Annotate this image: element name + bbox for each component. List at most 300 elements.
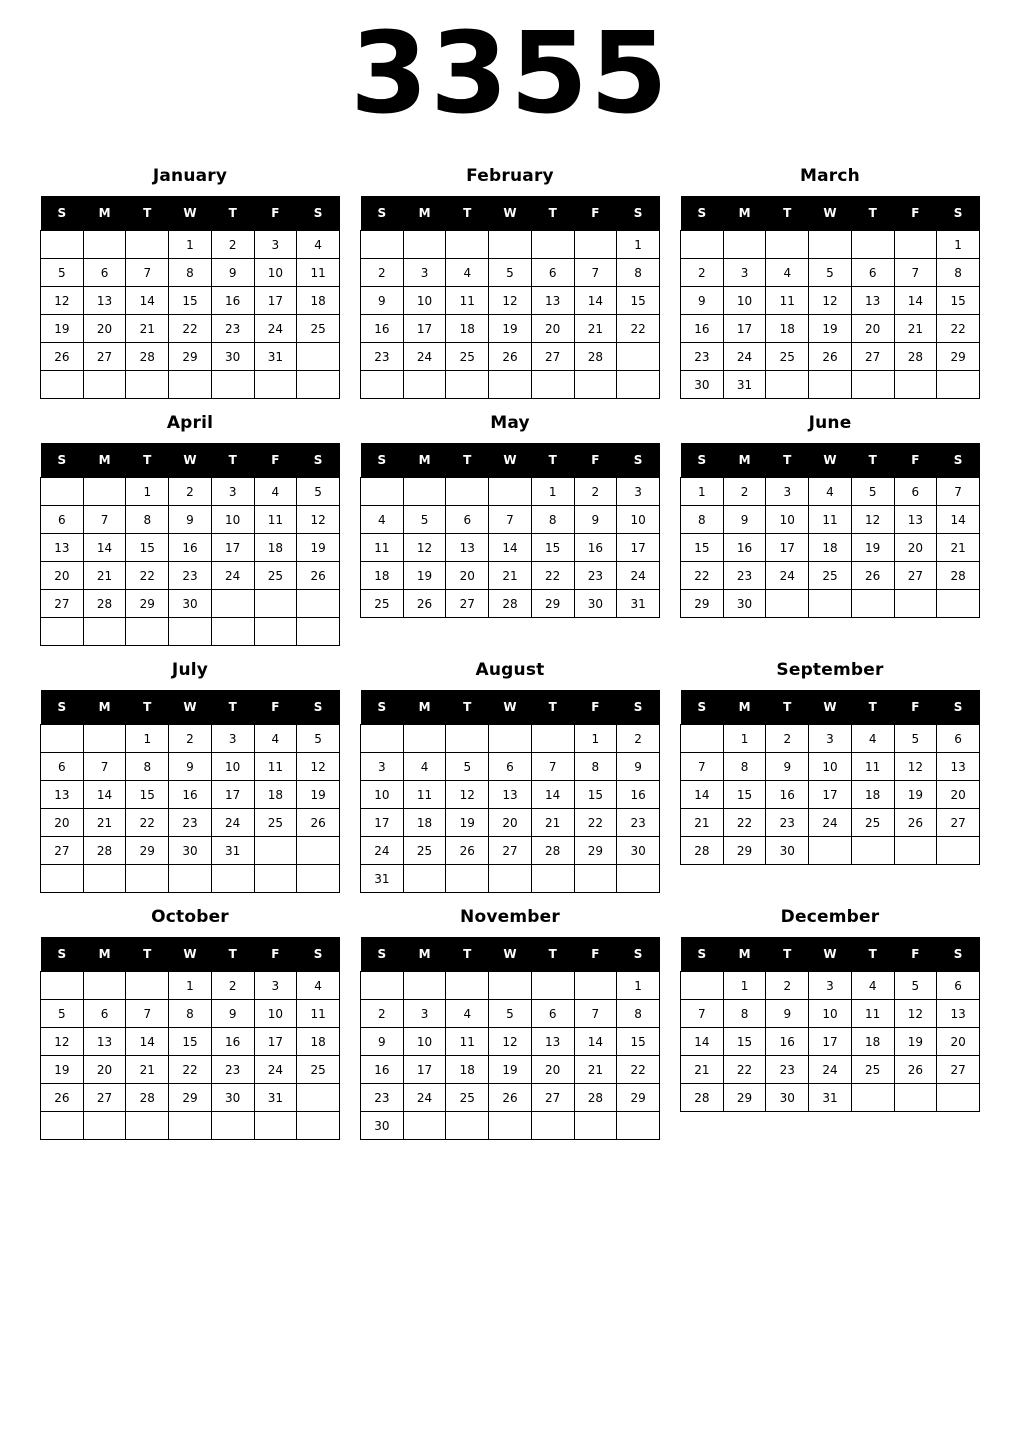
- day-cell: 22: [169, 1056, 212, 1084]
- empty-day-cell: [83, 618, 126, 646]
- day-cell: 16: [574, 534, 617, 562]
- day-cell: 19: [894, 1028, 937, 1056]
- empty-day-cell: [361, 371, 404, 399]
- day-cell: 24: [254, 315, 297, 343]
- day-cell: 22: [937, 315, 980, 343]
- day-cell: 14: [531, 781, 574, 809]
- day-cell: 22: [723, 1056, 766, 1084]
- day-cell: 8: [169, 1000, 212, 1028]
- month-name: February: [466, 166, 554, 186]
- day-cell: 3: [809, 972, 852, 1000]
- empty-day-cell: [446, 1112, 489, 1140]
- day-cell: 27: [851, 343, 894, 371]
- empty-day-cell: [41, 371, 84, 399]
- empty-day-cell: [211, 865, 254, 893]
- week-row: [361, 315, 660, 343]
- empty-day-cell: [894, 1084, 937, 1112]
- day-cell: 24: [403, 343, 446, 371]
- day-cell: 30: [617, 837, 660, 865]
- weekday-header-cell: M: [403, 937, 446, 972]
- weekday-header-row: [41, 443, 340, 478]
- day-cell: 9: [211, 1000, 254, 1028]
- day-cell: 4: [254, 725, 297, 753]
- day-cell: 11: [766, 287, 809, 315]
- day-cell: 6: [83, 1000, 126, 1028]
- month-name: November: [460, 907, 560, 927]
- empty-day-cell: [361, 725, 404, 753]
- empty-day-cell: [766, 231, 809, 259]
- day-cell: 11: [446, 1028, 489, 1056]
- day-cell: 27: [937, 1056, 980, 1084]
- weekday-header-cell: S: [297, 690, 340, 725]
- empty-day-cell: [403, 865, 446, 893]
- day-cell: 1: [937, 231, 980, 259]
- day-cell: 2: [361, 1000, 404, 1028]
- day-cell: 23: [766, 1056, 809, 1084]
- weekday-header-cell: T: [766, 443, 809, 478]
- day-cell: 18: [851, 1028, 894, 1056]
- empty-day-cell: [126, 618, 169, 646]
- week-row: [681, 781, 980, 809]
- day-cell: 18: [766, 315, 809, 343]
- day-cell: 7: [681, 753, 724, 781]
- week-row: [361, 506, 660, 534]
- weekday-header-cell: S: [361, 196, 404, 231]
- week-row: [41, 1112, 340, 1140]
- day-cell: 5: [851, 478, 894, 506]
- day-cell: 14: [574, 1028, 617, 1056]
- weekday-header-cell: S: [361, 937, 404, 972]
- week-row: [361, 837, 660, 865]
- empty-day-cell: [83, 1112, 126, 1140]
- day-cell: 12: [489, 1028, 532, 1056]
- day-cell: 18: [254, 534, 297, 562]
- day-cell: 9: [169, 506, 212, 534]
- day-cell: 14: [126, 287, 169, 315]
- empty-day-cell: [361, 972, 404, 1000]
- day-cell: 23: [361, 1084, 404, 1112]
- empty-day-cell: [531, 1112, 574, 1140]
- weekday-header-cell: T: [126, 690, 169, 725]
- empty-day-cell: [937, 837, 980, 865]
- day-cell: 6: [937, 972, 980, 1000]
- day-cell: 14: [83, 534, 126, 562]
- weekday-header-cell: T: [851, 196, 894, 231]
- weekday-header-cell: T: [446, 690, 489, 725]
- day-cell: 3: [254, 972, 297, 1000]
- weekday-header-cell: F: [254, 937, 297, 972]
- day-cell: 27: [531, 343, 574, 371]
- week-row: [681, 972, 980, 1000]
- day-cell: 4: [297, 231, 340, 259]
- day-cell: 1: [531, 478, 574, 506]
- day-cell: 7: [83, 506, 126, 534]
- day-cell: 15: [617, 1028, 660, 1056]
- weekday-header-row: [361, 690, 660, 725]
- weekday-header-cell: S: [41, 690, 84, 725]
- weekday-header-cell: S: [361, 690, 404, 725]
- empty-day-cell: [169, 618, 212, 646]
- day-cell: 26: [41, 343, 84, 371]
- day-cell: 4: [297, 972, 340, 1000]
- day-cell: 2: [766, 972, 809, 1000]
- week-row: [361, 1000, 660, 1028]
- day-cell: 24: [403, 1084, 446, 1112]
- day-cell: 20: [937, 781, 980, 809]
- day-cell: 25: [446, 1084, 489, 1112]
- month-table: [40, 443, 340, 646]
- empty-day-cell: [361, 231, 404, 259]
- week-row: [361, 1084, 660, 1112]
- day-cell: 13: [41, 534, 84, 562]
- day-cell: 17: [211, 534, 254, 562]
- month-block: [680, 901, 980, 1140]
- day-cell: 25: [297, 1056, 340, 1084]
- day-cell: 7: [531, 753, 574, 781]
- weekday-header-cell: W: [809, 937, 852, 972]
- day-cell: 27: [83, 343, 126, 371]
- week-row: [361, 231, 660, 259]
- day-cell: 7: [937, 478, 980, 506]
- day-cell: 17: [254, 287, 297, 315]
- weekday-header-cell: S: [681, 937, 724, 972]
- day-cell: 8: [617, 259, 660, 287]
- day-cell: 24: [723, 343, 766, 371]
- day-cell: 21: [681, 809, 724, 837]
- day-cell: 19: [403, 562, 446, 590]
- empty-day-cell: [83, 231, 126, 259]
- weekday-header-cell: F: [254, 196, 297, 231]
- weekday-header-cell: T: [766, 196, 809, 231]
- week-row: [681, 1084, 980, 1112]
- week-row: [41, 315, 340, 343]
- day-cell: 28: [574, 1084, 617, 1112]
- empty-day-cell: [169, 1112, 212, 1140]
- day-cell: 28: [126, 1084, 169, 1112]
- day-cell: 1: [126, 478, 169, 506]
- day-cell: 5: [297, 478, 340, 506]
- empty-day-cell: [297, 590, 340, 618]
- day-cell: 11: [254, 753, 297, 781]
- day-cell: 1: [617, 972, 660, 1000]
- day-cell: 20: [489, 809, 532, 837]
- month-block: [680, 654, 980, 893]
- day-cell: 1: [169, 972, 212, 1000]
- day-cell: 25: [403, 837, 446, 865]
- day-cell: 7: [681, 1000, 724, 1028]
- weekday-header-cell: W: [489, 690, 532, 725]
- weekday-header-cell: T: [531, 690, 574, 725]
- day-cell: 23: [211, 315, 254, 343]
- weekday-header-cell: S: [41, 937, 84, 972]
- day-cell: 4: [254, 478, 297, 506]
- day-cell: 11: [446, 287, 489, 315]
- day-cell: 25: [851, 1056, 894, 1084]
- empty-day-cell: [297, 618, 340, 646]
- weekday-header-cell: W: [489, 196, 532, 231]
- day-cell: 28: [574, 343, 617, 371]
- day-cell: 6: [446, 506, 489, 534]
- month-name: August: [475, 660, 545, 680]
- day-cell: 20: [41, 809, 84, 837]
- weekday-header-row: [681, 443, 980, 478]
- day-cell: 28: [681, 837, 724, 865]
- empty-day-cell: [41, 618, 84, 646]
- page-title: 3355: [350, 9, 670, 139]
- day-cell: 9: [681, 287, 724, 315]
- empty-day-cell: [297, 1112, 340, 1140]
- weekday-header-cell: S: [617, 690, 660, 725]
- day-cell: 28: [681, 1084, 724, 1112]
- day-cell: 7: [574, 259, 617, 287]
- empty-day-cell: [254, 371, 297, 399]
- day-cell: 9: [766, 1000, 809, 1028]
- day-cell: 21: [126, 1056, 169, 1084]
- month-table: [680, 196, 980, 399]
- empty-day-cell: [41, 865, 84, 893]
- day-cell: 14: [574, 287, 617, 315]
- empty-day-cell: [169, 371, 212, 399]
- day-cell: 19: [446, 809, 489, 837]
- empty-day-cell: [766, 590, 809, 618]
- day-cell: 26: [851, 562, 894, 590]
- day-cell: 12: [489, 287, 532, 315]
- day-cell: 7: [574, 1000, 617, 1028]
- day-cell: 5: [41, 259, 84, 287]
- empty-day-cell: [617, 343, 660, 371]
- day-cell: 15: [169, 287, 212, 315]
- empty-day-cell: [531, 865, 574, 893]
- day-cell: 3: [403, 1000, 446, 1028]
- day-cell: 30: [574, 590, 617, 618]
- day-cell: 8: [574, 753, 617, 781]
- day-cell: 11: [809, 506, 852, 534]
- day-cell: 25: [297, 315, 340, 343]
- day-cell: 19: [297, 781, 340, 809]
- weekday-header-cell: S: [937, 196, 980, 231]
- day-cell: 25: [851, 809, 894, 837]
- day-cell: 16: [361, 315, 404, 343]
- day-cell: 21: [126, 315, 169, 343]
- day-cell: 19: [851, 534, 894, 562]
- empty-day-cell: [41, 725, 84, 753]
- day-cell: 11: [361, 534, 404, 562]
- day-cell: 25: [254, 562, 297, 590]
- day-cell: 5: [894, 972, 937, 1000]
- week-row: [361, 562, 660, 590]
- day-cell: 27: [937, 809, 980, 837]
- week-row: [681, 315, 980, 343]
- weekday-header-cell: T: [211, 690, 254, 725]
- week-row: [681, 534, 980, 562]
- month-block: [680, 407, 980, 646]
- day-cell: 29: [937, 343, 980, 371]
- day-cell: 5: [489, 259, 532, 287]
- day-cell: 24: [809, 809, 852, 837]
- day-cell: 3: [211, 478, 254, 506]
- month-table: [680, 937, 980, 1112]
- month-block: [40, 901, 340, 1140]
- empty-day-cell: [254, 590, 297, 618]
- weekday-header-row: [41, 690, 340, 725]
- day-cell: 17: [403, 1056, 446, 1084]
- weekday-header-cell: S: [937, 443, 980, 478]
- weekday-header-cell: M: [403, 690, 446, 725]
- day-cell: 22: [617, 315, 660, 343]
- weekday-header-cell: W: [809, 443, 852, 478]
- empty-day-cell: [489, 725, 532, 753]
- day-cell: 12: [297, 753, 340, 781]
- month-name: May: [490, 413, 530, 433]
- day-cell: 22: [681, 562, 724, 590]
- day-cell: 19: [297, 534, 340, 562]
- week-row: [681, 1028, 980, 1056]
- empty-day-cell: [617, 371, 660, 399]
- day-cell: 28: [489, 590, 532, 618]
- day-cell: 31: [254, 1084, 297, 1112]
- day-cell: 28: [894, 343, 937, 371]
- month-block: [360, 407, 660, 646]
- month-table: [360, 690, 660, 893]
- month-block: [680, 160, 980, 399]
- day-cell: 15: [126, 781, 169, 809]
- day-cell: 14: [894, 287, 937, 315]
- month-name: April: [166, 413, 214, 433]
- day-cell: 8: [681, 506, 724, 534]
- month-table: [40, 196, 340, 399]
- day-cell: 3: [617, 478, 660, 506]
- day-cell: 26: [894, 809, 937, 837]
- empty-day-cell: [297, 837, 340, 865]
- empty-day-cell: [809, 590, 852, 618]
- day-cell: 14: [681, 781, 724, 809]
- day-cell: 23: [169, 562, 212, 590]
- weekday-header-cell: S: [361, 443, 404, 478]
- weekday-header-cell: T: [126, 443, 169, 478]
- day-cell: 29: [574, 837, 617, 865]
- day-cell: 9: [211, 259, 254, 287]
- empty-day-cell: [403, 231, 446, 259]
- day-cell: 19: [894, 781, 937, 809]
- weekday-header-cell: M: [403, 443, 446, 478]
- day-cell: 12: [41, 287, 84, 315]
- empty-day-cell: [531, 972, 574, 1000]
- day-cell: 10: [361, 781, 404, 809]
- day-cell: 26: [297, 562, 340, 590]
- day-cell: 20: [531, 315, 574, 343]
- weekday-header-row: [361, 196, 660, 231]
- day-cell: 13: [851, 287, 894, 315]
- day-cell: 3: [254, 231, 297, 259]
- day-cell: 23: [361, 343, 404, 371]
- week-row: [361, 865, 660, 893]
- day-cell: 2: [617, 725, 660, 753]
- empty-day-cell: [41, 1112, 84, 1140]
- day-cell: 17: [403, 315, 446, 343]
- day-cell: 13: [531, 1028, 574, 1056]
- day-cell: 24: [809, 1056, 852, 1084]
- empty-day-cell: [211, 590, 254, 618]
- weekday-header-cell: F: [254, 443, 297, 478]
- empty-day-cell: [574, 972, 617, 1000]
- day-cell: 16: [361, 1056, 404, 1084]
- weekday-header-cell: F: [254, 690, 297, 725]
- day-cell: 21: [531, 809, 574, 837]
- day-cell: 16: [766, 781, 809, 809]
- weekday-header-row: [41, 937, 340, 972]
- day-cell: 24: [211, 562, 254, 590]
- day-cell: 31: [254, 343, 297, 371]
- day-cell: 15: [169, 1028, 212, 1056]
- day-cell: 13: [531, 287, 574, 315]
- day-cell: 15: [531, 534, 574, 562]
- day-cell: 18: [403, 809, 446, 837]
- day-cell: 13: [41, 781, 84, 809]
- empty-day-cell: [83, 725, 126, 753]
- week-row: [361, 534, 660, 562]
- empty-day-cell: [851, 231, 894, 259]
- weekday-header-cell: S: [937, 937, 980, 972]
- weekday-header-cell: T: [446, 443, 489, 478]
- day-cell: 29: [617, 1084, 660, 1112]
- empty-day-cell: [766, 371, 809, 399]
- day-cell: 30: [723, 590, 766, 618]
- weekday-header-cell: T: [766, 937, 809, 972]
- week-row: [681, 343, 980, 371]
- empty-day-cell: [894, 371, 937, 399]
- day-cell: 10: [809, 1000, 852, 1028]
- day-cell: 12: [894, 753, 937, 781]
- day-cell: 16: [681, 315, 724, 343]
- day-cell: 29: [723, 837, 766, 865]
- weekday-header-cell: T: [851, 690, 894, 725]
- month-name: July: [171, 660, 209, 680]
- day-cell: 22: [126, 562, 169, 590]
- months-grid: [40, 130, 980, 1148]
- day-cell: 12: [894, 1000, 937, 1028]
- day-cell: 4: [403, 753, 446, 781]
- weekday-header-cell: T: [211, 443, 254, 478]
- day-cell: 10: [809, 753, 852, 781]
- day-cell: 5: [403, 506, 446, 534]
- empty-day-cell: [446, 865, 489, 893]
- day-cell: 30: [169, 837, 212, 865]
- day-cell: 23: [723, 562, 766, 590]
- empty-day-cell: [937, 1084, 980, 1112]
- day-cell: 25: [254, 809, 297, 837]
- weekday-header-cell: M: [723, 937, 766, 972]
- day-cell: 16: [169, 781, 212, 809]
- empty-day-cell: [681, 231, 724, 259]
- day-cell: 18: [851, 781, 894, 809]
- day-cell: 2: [766, 725, 809, 753]
- weekday-header-cell: T: [766, 690, 809, 725]
- day-cell: 8: [723, 1000, 766, 1028]
- weekday-header-cell: T: [211, 937, 254, 972]
- day-cell: 2: [723, 478, 766, 506]
- empty-day-cell: [211, 371, 254, 399]
- week-row: [41, 725, 340, 753]
- day-cell: 22: [126, 809, 169, 837]
- day-cell: 23: [169, 809, 212, 837]
- empty-day-cell: [894, 590, 937, 618]
- day-cell: 13: [83, 287, 126, 315]
- day-cell: 30: [766, 837, 809, 865]
- weekday-header-cell: F: [574, 937, 617, 972]
- empty-day-cell: [446, 231, 489, 259]
- week-row: [41, 1056, 340, 1084]
- day-cell: 21: [894, 315, 937, 343]
